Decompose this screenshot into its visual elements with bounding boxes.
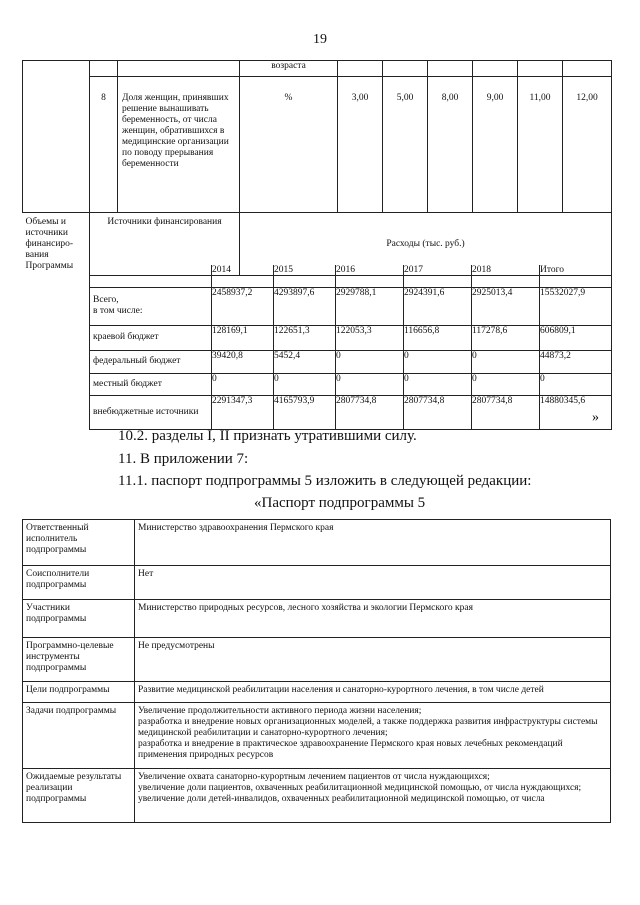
passport-value: Министерство здравоохранения Пермского края	[135, 520, 611, 566]
funding-value: 14880345,6	[540, 395, 612, 429]
funding-value: 0	[472, 350, 540, 373]
funding-value: 0	[404, 350, 472, 373]
table-row	[90, 350, 612, 373]
table-row	[23, 600, 611, 638]
paragraph-10-2: 10.2. разделы I, II признать утратившими силу.	[118, 428, 417, 444]
passport-label: Ответственный исполнитель подпрограммы	[23, 520, 135, 566]
indicator-value-2018: 11,00	[518, 77, 563, 213]
table-row	[90, 373, 612, 395]
funding-value: 122651,3	[274, 325, 336, 350]
passport-label: Соисполнители подпрограммы	[23, 566, 135, 600]
passport-title: «Паспорт подпрограммы 5	[254, 495, 426, 511]
funding-value: 15532027,9	[540, 287, 612, 325]
fy-total: Итого	[540, 265, 612, 287]
funding-value: 0	[336, 350, 404, 373]
indicator-value-2016: 8,00	[428, 77, 473, 213]
fy-2017: 2017	[404, 265, 472, 287]
table-row	[23, 566, 611, 600]
funding-value: 128169,1	[212, 325, 274, 350]
table-row	[90, 395, 612, 429]
sources-header: Источники финансирования	[90, 213, 240, 276]
funding-value: 2807734,8	[404, 395, 472, 429]
funding-value: 122053,3	[336, 325, 404, 350]
funding-value: 116656,8	[404, 325, 472, 350]
passport-value: Развитие медицинской реабилитации населения и санаторно-курортного лечения, в том числе детей	[135, 682, 611, 703]
passport-value: Не предусмотрены	[135, 638, 611, 682]
table-row	[23, 638, 611, 682]
page-number: 19	[313, 32, 327, 47]
funding-value: 5452,4	[274, 350, 336, 373]
passport-label: Участники подпрограммы	[23, 600, 135, 638]
funding-source-name: внебюджетные источники	[90, 395, 212, 429]
fy-2016: 2016	[336, 265, 404, 287]
indicator-value-2017: 9,00	[473, 77, 518, 213]
passport-label: Программно-целевые инструменты подпрограммы	[23, 638, 135, 682]
funding-value: 39420,8	[212, 350, 274, 373]
indicator-unit: %	[240, 77, 338, 213]
header-fragment: возраста	[240, 61, 338, 77]
indicator-funding-table	[22, 60, 612, 276]
funding-table	[89, 265, 612, 430]
funding-source-name: краевой бюджет	[90, 325, 212, 350]
indicator-name: Доля женщин, принявших решение вынашивать беременность, от числа женщин, обратившихся в медицинские организации по поводу прерывания беременности	[118, 77, 240, 213]
funding-value: 606809,1	[540, 325, 612, 350]
funding-value: 2458937,2	[212, 287, 274, 325]
table-header-fragment-row	[23, 61, 612, 77]
table-row	[23, 520, 611, 566]
funding-value: 0	[336, 373, 404, 395]
funding-value: 2807734,8	[336, 395, 404, 429]
fy-2018: 2018	[472, 265, 540, 287]
funding-value: 117278,6	[472, 325, 540, 350]
funding-value: 0	[472, 373, 540, 395]
table-row	[23, 769, 611, 823]
indicator-value-2015: 5,00	[383, 77, 428, 213]
funding-value: 2925013,4	[472, 287, 540, 325]
passport-value: Увеличение охвата санаторно-курортным лечением пациентов от числа нуждающихся; увеличение доли пациентов, охваченных реабилитационной медицинской помощью, от числа нуждающихся; увеличение доли детей-инвалидов, охваченных реабилитационной медицинской помощью, от числа	[135, 769, 611, 823]
passport-label: Цели подпрограммы	[23, 682, 135, 703]
funding-value: 2929788,1	[336, 287, 404, 325]
expenses-header: Расходы (тыс. руб.)	[240, 213, 612, 276]
fy-2014: 2014	[212, 265, 274, 287]
funding-value: 0	[212, 373, 274, 395]
funding-label: Объемы и источники финансиро-вания Программы	[23, 213, 90, 276]
passport-value: Нет	[135, 566, 611, 600]
paragraph-11: 11. В приложении 7:	[118, 451, 249, 467]
funding-value: 0	[540, 373, 612, 395]
fy-2015: 2015	[274, 265, 336, 287]
paragraph-11-1: 11.1. паспорт подпрограммы 5 изложить в следующей редакции:	[118, 473, 532, 489]
funding-value: 2924391,6	[404, 287, 472, 325]
funding-source-name: местный бюджет	[90, 373, 212, 395]
indicator-value-total: 12,00	[563, 77, 612, 213]
funding-value: 4165793,9	[274, 395, 336, 429]
passport-table	[22, 519, 611, 823]
funding-source-name: федеральный бюджет	[90, 350, 212, 373]
funding-value: 0	[404, 373, 472, 395]
funding-source-name: Всего, в том числе:	[90, 287, 212, 325]
funding-value: 0	[274, 373, 336, 395]
table-row	[90, 287, 612, 325]
table-row	[23, 77, 612, 213]
passport-label: Задачи подпрограммы	[23, 703, 135, 769]
table-row	[23, 682, 611, 703]
funding-value: 4293897,6	[274, 287, 336, 325]
indicator-number: 8	[90, 77, 118, 213]
table-row	[90, 325, 612, 350]
table-row	[23, 703, 611, 769]
passport-label: Ожидаемые результаты реализации подпрограммы	[23, 769, 135, 823]
indicator-value-2014: 3,00	[338, 77, 383, 213]
passport-value: Министерство природных ресурсов, лесного хозяйства и экологии Пермского края	[135, 600, 611, 638]
funding-value: 2807734,8	[472, 395, 540, 429]
closing-quote: »	[592, 410, 599, 425]
funding-value: 44873,2	[540, 350, 612, 373]
funding-value: 2291347,3	[212, 395, 274, 429]
passport-value: Увеличение продолжительности активного периода жизни населения; разработка и внедрение новых организационных моделей, а также поддержка развития инфраструктуры системы медицинской реабилитации и санаторно-курортного лечения; разработка и внедрение в практическое здравоохранение Пермского края новых лечебных рекомендаций применения природных ресурсов	[135, 703, 611, 769]
